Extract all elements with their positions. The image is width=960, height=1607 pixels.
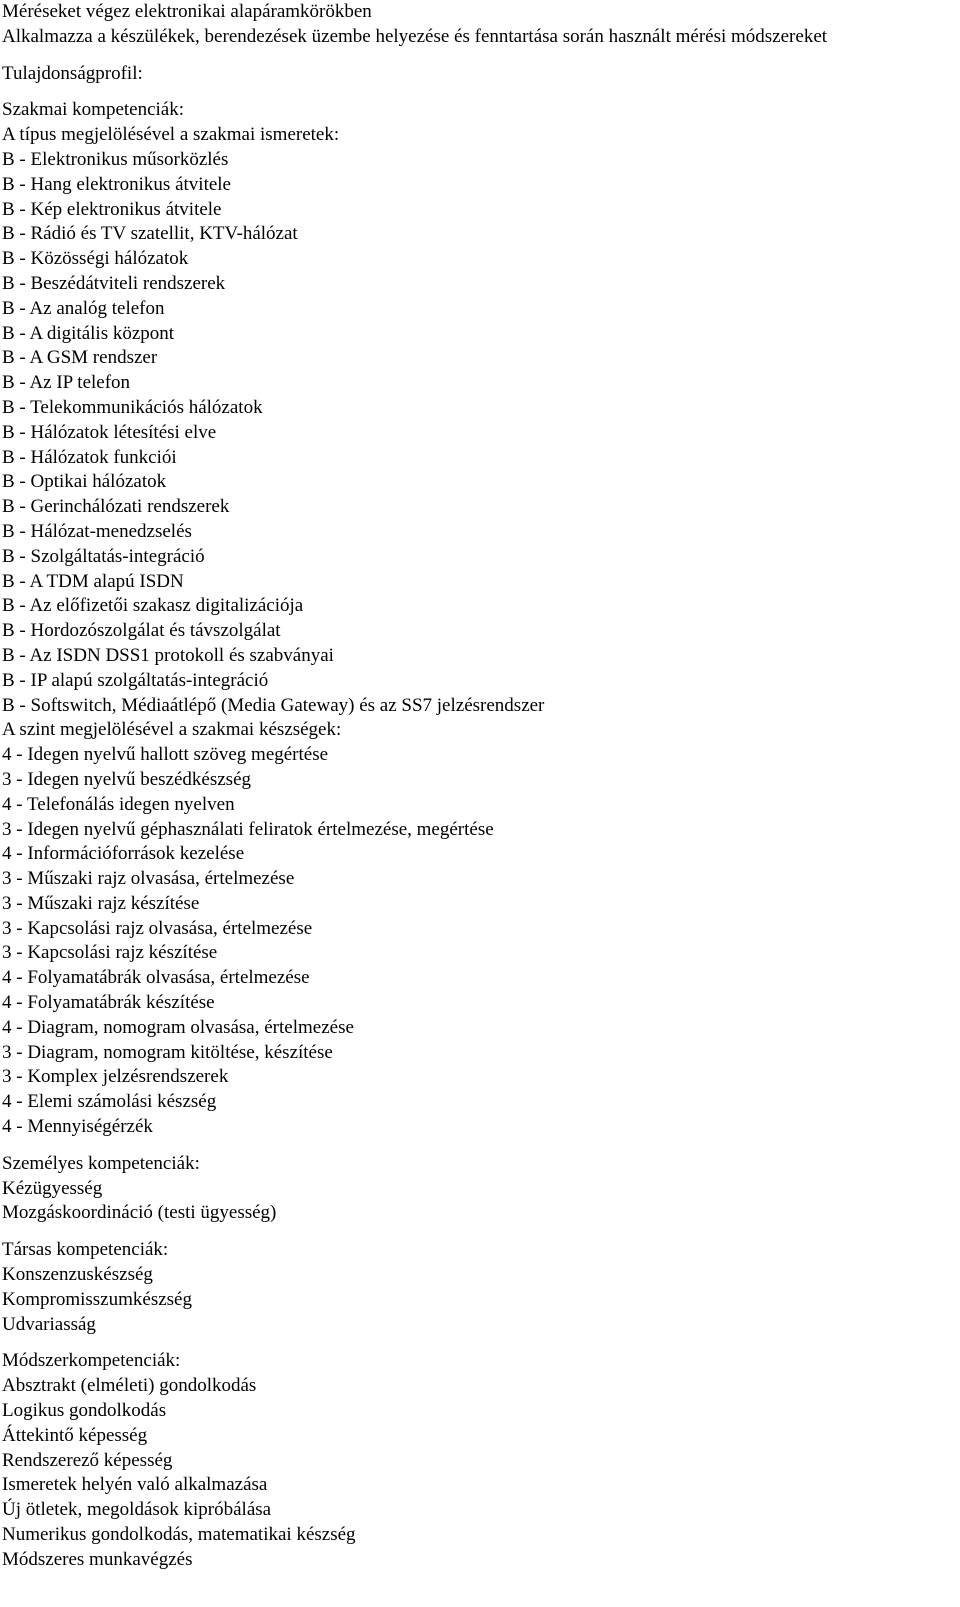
knowledge-item: B - IP alapú szolgáltatás-integráció — [2, 669, 269, 691]
skill-item: 4 - Folyamatábrák készítése — [2, 992, 215, 1014]
knowledge-heading: A típus megjelölésével a szakmai ismeretek: — [2, 124, 340, 146]
personal-list — [2, 1177, 952, 1227]
knowledge-item: B - Hálózat-menedzselés — [2, 520, 192, 542]
skill-item: 4 - Diagram, nomogram olvasása, értelmezése — [2, 1016, 354, 1038]
methodological-competencies-section — [2, 1349, 952, 1572]
skill-item: 4 - Folyamatábrák olvasása, értelmezése — [2, 967, 310, 989]
social-competencies-section — [2, 1238, 952, 1337]
knowledge-item: B - Telekommunikációs hálózatok — [2, 396, 263, 418]
knowledge-item: B - Gerinchálózati rendszerek — [2, 496, 230, 518]
knowledge-item: B - A TDM alapú ISDN — [2, 570, 184, 592]
skills-list — [2, 743, 952, 1140]
knowledge-item: B - Közösségi hálózatok — [2, 248, 189, 270]
skill-item: 3 - Kapcsolási rajz olvasása, értelmezése — [2, 917, 313, 939]
knowledge-item: B - A digitális központ — [2, 322, 175, 344]
spacer — [2, 50, 952, 62]
knowledge-item: B - Beszédátviteli rendszerek — [2, 272, 226, 294]
personal-competency-item: Mozgáskoordináció (testi ügyesség) — [2, 1202, 277, 1224]
knowledge-item: B - Elektronikus műsorközlés — [2, 148, 229, 170]
social-competency-item: Kompromisszumkészség — [2, 1288, 192, 1310]
social-competency-item: Udvariasság — [2, 1313, 96, 1335]
methodological-competency-item: Rendszerező képesség — [2, 1449, 173, 1471]
social-list — [2, 1263, 952, 1337]
knowledge-item: B - Softswitch, Médiaátlépő (Media Gateway) és az SS7 jelzésrendszer — [2, 694, 545, 716]
document-body — [2, 0, 952, 1573]
spacer — [2, 86, 952, 98]
knowledge-item: B - Hordozószolgálat és távszolgálat — [2, 620, 281, 642]
spacer — [2, 1337, 952, 1349]
document-subtitle: Alkalmazza a készülékek, berendezések üzembe helyezése és fenntartása során használt mérési módszereket — [2, 25, 828, 47]
knowledge-item: B - Az IP telefon — [2, 372, 131, 394]
skill-item: 4 - Telefonálás idegen nyelven — [2, 793, 235, 815]
knowledge-item: B - Az előfizetői szakasz digitalizációja — [2, 595, 304, 617]
knowledge-item: B - Hálózatok funkciói — [2, 446, 177, 468]
spacer — [2, 1226, 952, 1238]
skill-item: 3 - Diagram, nomogram kitöltése, készítése — [2, 1041, 333, 1063]
skill-item: 4 - Elemi számolási készség — [2, 1091, 217, 1113]
knowledge-item: B - Kép elektronikus átvitele — [2, 198, 222, 220]
knowledge-list — [2, 148, 952, 718]
personal-heading: Személyes kompetenciák: — [2, 1152, 200, 1174]
social-heading: Társas kompetenciák: — [2, 1239, 169, 1261]
methodological-heading: Módszerkompetenciák: — [2, 1350, 181, 1372]
methodological-list — [2, 1374, 952, 1572]
skill-item: 3 - Komplex jelzésrendszerek — [2, 1066, 229, 1088]
skill-item: 3 - Műszaki rajz készítése — [2, 892, 200, 914]
knowledge-item: B - Optikai hálózatok — [2, 471, 167, 493]
methodological-competency-item: Numerikus gondolkodás, matematikai készség — [2, 1524, 356, 1546]
knowledge-item: B - Az analóg telefon — [2, 297, 165, 319]
skill-item: 4 - Idegen nyelvű hallott szöveg megértése — [2, 744, 329, 766]
knowledge-item: B - A GSM rendszer — [2, 347, 158, 369]
methodological-competency-item: Áttekintő képesség — [2, 1424, 148, 1446]
knowledge-item: B - Hang elektronikus átvitele — [2, 173, 231, 195]
social-competency-item: Konszenzuskészség — [2, 1264, 153, 1286]
knowledge-item: B - Az ISDN DSS1 protokoll és szabványai — [2, 644, 334, 666]
knowledge-item: B - Szolgáltatás-integráció — [2, 545, 205, 567]
skill-item: 3 - Idegen nyelvű géphasználati feliratok értelmezése, megértése — [2, 818, 494, 840]
professional-heading: Szakmai kompetenciák: — [2, 99, 185, 121]
skill-item: 4 - Mennyiségérzék — [2, 1116, 153, 1138]
skills-heading: A szint megjelölésével a szakmai készségek: — [2, 719, 342, 741]
document-title: Méréseket végez elektronikai alapáramkörökben — [2, 1, 372, 22]
skill-item: 3 - Idegen nyelvű beszédkészség — [2, 768, 252, 790]
spacer — [2, 1140, 952, 1152]
personal-competency-item: Kézügyesség — [2, 1177, 103, 1199]
professional-competencies-section — [2, 98, 952, 1139]
skill-item: 3 - Kapcsolási rajz készítése — [2, 942, 218, 964]
methodological-competency-item: Módszeres munkavégzés — [2, 1548, 193, 1570]
profile-heading: Tulajdonságprofil: — [2, 62, 143, 84]
knowledge-item: B - Rádió és TV szatellit, KTV-hálózat — [2, 223, 298, 245]
knowledge-item: B - Hálózatok létesítési elve — [2, 421, 217, 443]
skill-item: 4 - Információforrások kezelése — [2, 843, 245, 865]
methodological-competency-item: Logikus gondolkodás — [2, 1400, 167, 1422]
methodological-competency-item: Absztrakt (elméleti) gondolkodás — [2, 1375, 257, 1397]
methodological-competency-item: Új ötletek, megoldások kipróbálása — [2, 1499, 272, 1521]
methodological-competency-item: Ismeretek helyén való alkalmazása — [2, 1474, 268, 1496]
skill-item: 3 - Műszaki rajz olvasása, értelmezése — [2, 868, 295, 890]
personal-competencies-section — [2, 1152, 952, 1226]
